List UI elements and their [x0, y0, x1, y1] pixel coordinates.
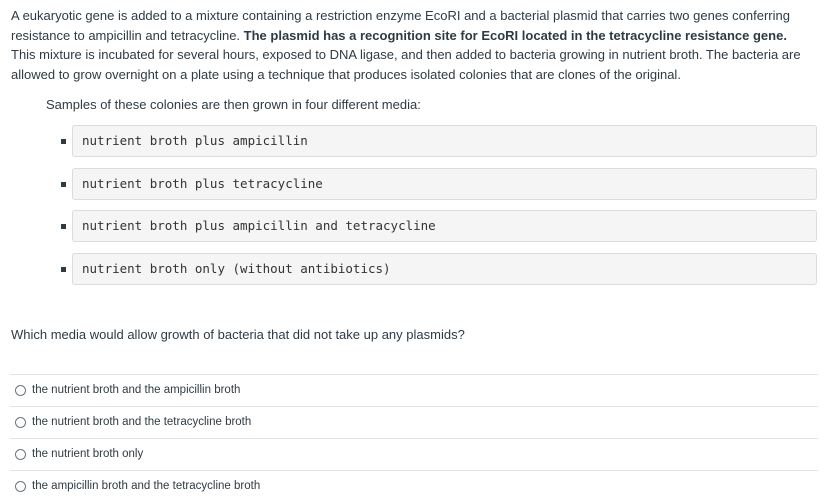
bullet-icon: [61, 224, 66, 229]
radio-button[interactable]: [15, 385, 26, 396]
radio-button[interactable]: [15, 417, 26, 428]
question-intro-part1: A eukaryotic gene is added to a mixture containing a restriction enzyme EcoRI and a bacterial plasmid that carries two genes conferring resistance to ampicillin and tetracycline.: [11, 8, 790, 43]
answer-option[interactable]: [10, 406, 818, 437]
bullet-icon: [61, 267, 66, 272]
question-prompt: Which media would allow growth of bacteria that did not take up any plasmids?: [11, 327, 465, 342]
answer-option[interactable]: [10, 374, 818, 405]
media-item: [0, 168, 828, 202]
radio-button[interactable]: [15, 481, 26, 492]
answer-label[interactable]: the ampicillin broth and the tetracycline broth: [32, 480, 261, 492]
media-code: nutrient broth plus ampicillin and tetracycline: [72, 210, 817, 242]
answer-label[interactable]: the nutrient broth and the tetracycline broth: [32, 416, 252, 428]
media-code: nutrient broth plus ampicillin: [72, 125, 817, 157]
answer-option[interactable]: [10, 470, 818, 501]
media-item: [0, 125, 828, 159]
radio-button[interactable]: [15, 449, 26, 460]
samples-intro: Samples of these colonies are then grown in four different media:: [46, 97, 421, 112]
question-text: [11, 6, 811, 84]
bullet-icon: [61, 139, 66, 144]
media-item: [0, 210, 828, 244]
media-item: [0, 253, 828, 287]
bullet-icon: [61, 182, 66, 187]
question-intro-part2: This mixture is incubated for several hours, exposed to DNA ligase, and then added to bacteria growing in nutrient broth. The bacteria are allowed to grow overnight on a plate using a technique that produces isolated colonies that are clones of the original.: [11, 47, 801, 82]
media-code: nutrient broth only (without antibiotics): [72, 253, 817, 285]
question-intro-bold: The plasmid has a recognition site for EcoRI located in the tetracycline resistance gene.: [243, 27, 787, 43]
answer-label[interactable]: the nutrient broth only: [32, 448, 144, 460]
answer-option[interactable]: [10, 438, 818, 469]
media-code: nutrient broth plus tetracycline: [72, 168, 817, 200]
answer-label[interactable]: the nutrient broth and the ampicillin broth: [32, 384, 241, 396]
